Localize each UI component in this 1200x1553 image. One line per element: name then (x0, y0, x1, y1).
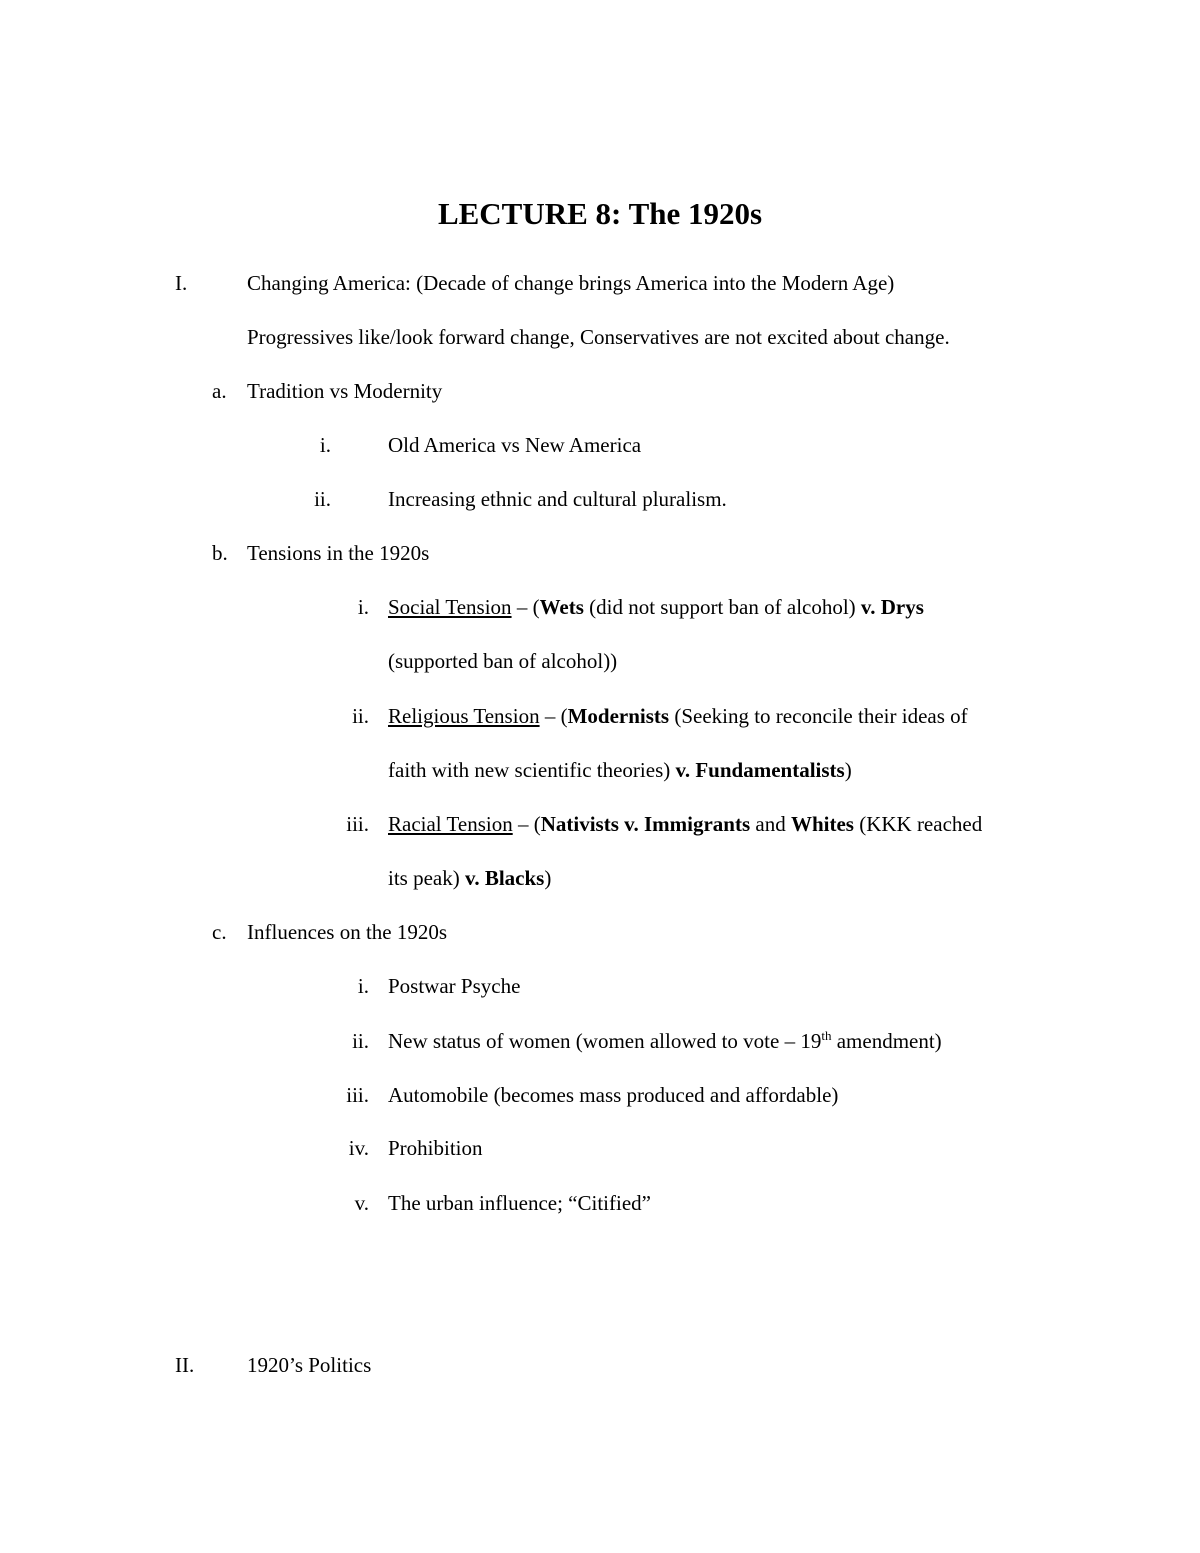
subsection-label: Tensions in the 1920s (247, 541, 430, 565)
list-marker: iii. (346, 1083, 369, 1107)
list-marker: i. (357, 974, 369, 998)
list-marker: v. (354, 1191, 369, 1215)
section-heading: 1920’s Politics (247, 1353, 372, 1377)
list-item: Automobile (becomes mass produced and affordable) (388, 1083, 839, 1107)
list-item: Religious Tension – (Modernists (Seeking to reconcile their ideas of (388, 704, 968, 728)
list-marker: ii. (352, 704, 369, 728)
list-item: The urban influence; “Citified” (388, 1191, 651, 1215)
tension-label: Racial Tension (388, 812, 513, 836)
list-item-continuation: faith with new scientific theories) v. Fundamentalists) (388, 758, 852, 782)
list-marker: i. (319, 433, 331, 457)
page-title: LECTURE 8: The 1920s (437, 196, 763, 231)
list-item: Prohibition (388, 1136, 483, 1160)
subsection-label: Tradition vs Modernity (247, 379, 443, 403)
list-item: New status of women (women allowed to vote – 19th amendment) (388, 1028, 942, 1053)
section-heading: Changing America: (Decade of change brings America into the Modern Age) (247, 271, 895, 295)
list-marker: i. (357, 595, 369, 619)
list-marker: ii. (352, 1029, 369, 1053)
list-marker: c. (212, 920, 227, 944)
list-item: Old America vs New America (388, 433, 642, 457)
list-item: Social Tension – (Wets (did not support ban of alcohol) v. Drys (388, 595, 924, 619)
list-marker: a. (212, 379, 227, 403)
tension-label: Social Tension (388, 595, 512, 619)
section-note: Progressives like/look forward change, Conservatives are not excited about change. (247, 325, 950, 349)
tension-label: Religious Tension (388, 704, 540, 728)
list-item: Racial Tension – (Nativists v. Immigrants and Whites (KKK reached (388, 812, 983, 836)
list-marker: iii. (346, 812, 369, 836)
list-marker: b. (212, 541, 228, 565)
list-marker: ii. (314, 487, 331, 511)
list-item-continuation: (supported ban of alcohol)) (388, 649, 618, 673)
list-item-continuation: its peak) v. Blacks) (388, 866, 552, 890)
subsection-label: Influences on the 1920s (247, 920, 448, 944)
section-numeral: II. (175, 1353, 195, 1377)
list-item: Postwar Psyche (388, 974, 521, 998)
list-marker: iv. (348, 1136, 369, 1160)
list-item: Increasing ethnic and cultural pluralism. (388, 487, 727, 511)
section-numeral: I. (175, 271, 188, 295)
